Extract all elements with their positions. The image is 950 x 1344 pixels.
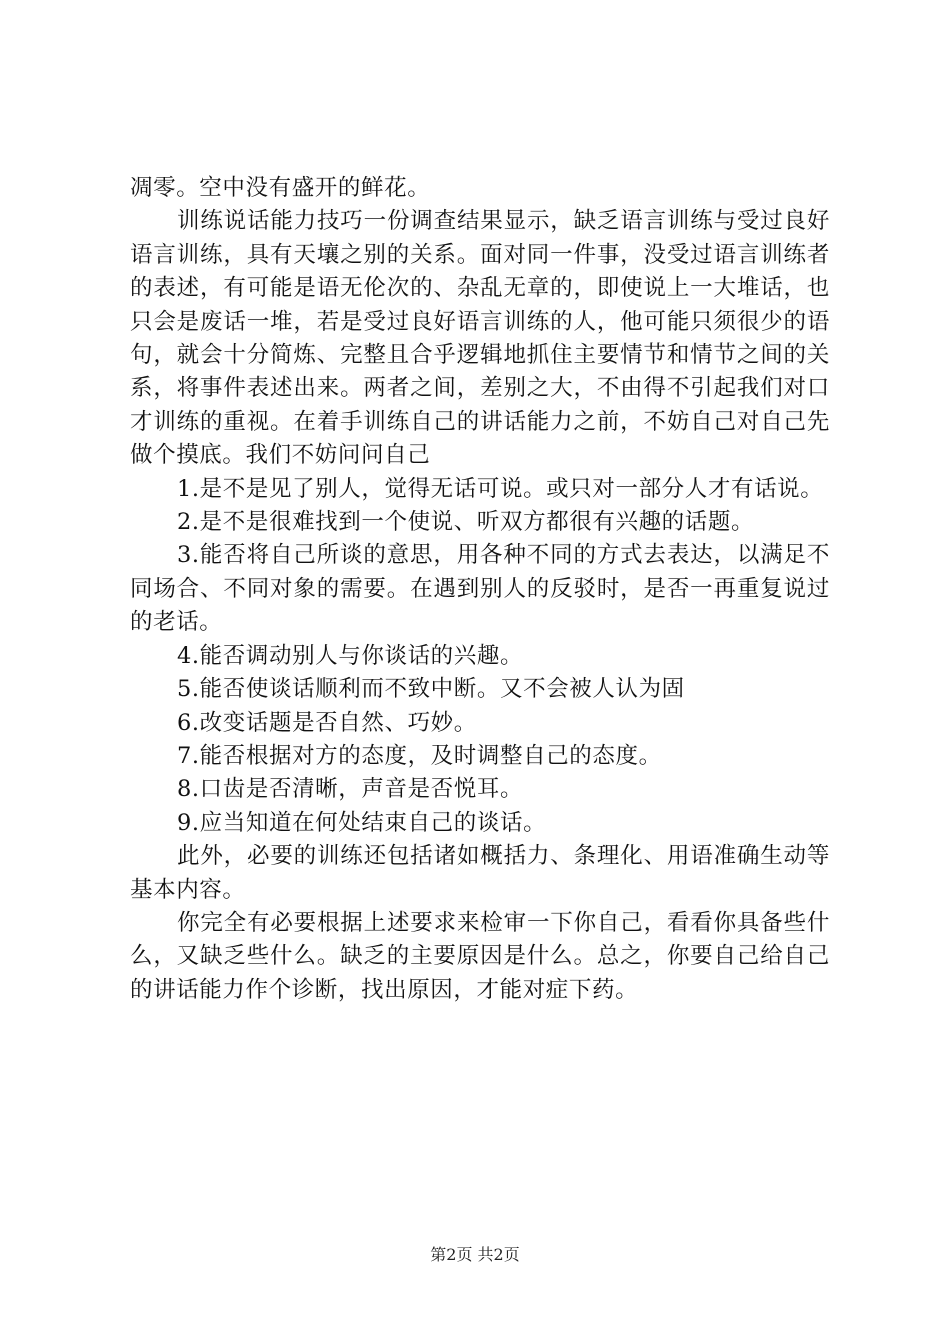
paragraph-training-intro: 训练说话能力技巧一份调查结果显示，缺乏语言训练与受过良好语言训练，具有天壤之别的关系。面对同一件事，没受过语言训练者的表述，有可能是语无伦次的、杂乱无章的，即使说上一大堆话，也只会是废话一堆，若是受过良好语言训练的人，他可能只须很少的语句，就会十分简炼、完整且合乎逻辑地抓住主要情节和情节之间的关系，将事件表述出来。两者之间，差别之大，不由得不引起我们对口才训练的重视。在着手训练自己的讲话能力之前，不妨自己对自己先做个摸底。我们不妨问问自己 xyxy=(130,208,830,469)
paragraph-additional-training: 此外，必要的训练还包括诸如概括力、条理化、用语准确生动等基本内容。 xyxy=(130,843,830,903)
list-item-3: 3.能否将自己所谈的意思，用各种不同的方式去表达，以满足不同场合、不同对象的需要。在遇到别人的反驳时，是否一再重复说过的老话。 xyxy=(130,542,830,636)
list-item-6: 6.改变话题是否自然、巧妙。 xyxy=(177,709,477,736)
list-item-4: 4.能否调动别人与你谈话的兴趣。 xyxy=(177,642,524,669)
list-item-5: 5.能否使谈话顺利而不致中断。又不会被人认为固 xyxy=(177,676,685,703)
paragraph-continuation: 凋零。空中没有盛开的鲜花。 xyxy=(130,175,431,201)
list-item-1: 1.是不是见了别人，觉得无话可说。或只对一部分人才有话说。 xyxy=(177,475,824,502)
list-item-2: 2.是不是很难找到一个使说、听双方都很有兴趣的话题。 xyxy=(177,509,755,536)
paragraph-conclusion: 你完全有必要根据上述要求来检审一下你自己，看看你具备些什么，又缺乏些什么。缺乏的主要原因是什么。总之，你要自己给自己的讲话能力作个诊断，找出原因，才能对症下药。 xyxy=(130,909,830,1003)
page-number-footer: 第2页 共2页 xyxy=(430,1245,520,1264)
list-item-8: 8.口齿是否清晰，声音是否悦耳。 xyxy=(177,776,524,803)
document-body xyxy=(130,172,830,1007)
list-item-7: 7.能否根据对方的态度，及时调整自己的态度。 xyxy=(177,742,662,769)
list-item-9: 9.应当知道在何处结束自己的谈话。 xyxy=(177,809,547,836)
